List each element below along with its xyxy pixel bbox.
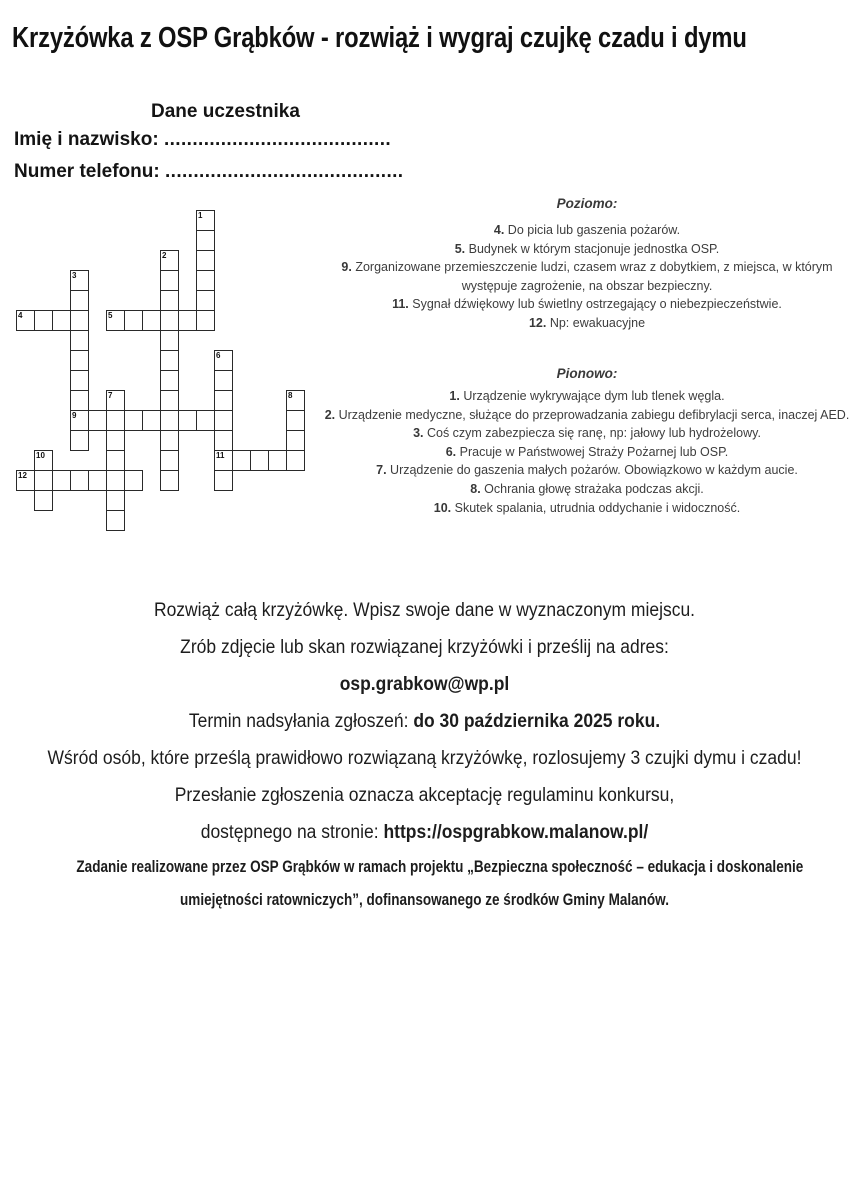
crossword-cell bbox=[88, 470, 107, 491]
crossword-cell bbox=[106, 390, 125, 411]
footer-line: Zadanie realizowane przez OSP Grąbków w ramach projektu „Bezpieczna społeczność – edukacja i doskonalenie bbox=[76, 858, 804, 876]
crossword-clue-number: 12 bbox=[18, 471, 27, 480]
crossword-cell bbox=[34, 310, 53, 331]
crossword-cell bbox=[160, 330, 179, 351]
crossword-cell bbox=[106, 510, 125, 531]
crossword-cell bbox=[178, 410, 197, 431]
crossword-clue-number: 10 bbox=[36, 451, 45, 460]
crossword-cell bbox=[70, 270, 89, 291]
crossword-cell bbox=[106, 490, 125, 511]
crossword-clue-number: 1 bbox=[198, 211, 203, 220]
clue-item: 7. Urządzenie do gaszenia małych pożarów. Obowiązkowo w każdym aucie. bbox=[376, 463, 798, 478]
crossword-clue-number: 4 bbox=[18, 311, 23, 320]
crossword-cell bbox=[196, 290, 215, 311]
crossword-cell bbox=[178, 310, 197, 331]
down-heading: Pionowo: bbox=[556, 366, 618, 381]
crossword-cell bbox=[232, 450, 251, 471]
crossword-cell bbox=[196, 270, 215, 291]
crossword-cell bbox=[250, 450, 269, 471]
clue-item: 11. Sygnał dźwiękowy lub świetlny ostrzegający o niebezpieczeństwie. bbox=[392, 297, 782, 312]
crossword-cell bbox=[142, 410, 161, 431]
footer-line: Przesłanie zgłoszenia oznacza akceptację regulaminu konkursu, bbox=[174, 785, 675, 806]
crossword-cell bbox=[286, 430, 305, 451]
footer-line: umiejętności ratowniczych”, dofinansowanego ze środków Gminy Malanów. bbox=[180, 891, 669, 909]
crossword-cell bbox=[196, 230, 215, 251]
crossword-cell bbox=[214, 370, 233, 391]
crossword-cell bbox=[106, 450, 125, 471]
crossword-cell bbox=[160, 290, 179, 311]
crossword-clue-number: 8 bbox=[288, 391, 293, 400]
clue-item: 1. Urządzenie wykrywające dym lub tlenek węgla. bbox=[449, 389, 725, 403]
footer-line: osp.grabkow@wp.pl bbox=[339, 674, 510, 695]
phone-label: Numer telefonu: bbox=[14, 161, 160, 182]
across-clues bbox=[320, 221, 849, 333]
contest-instructions bbox=[0, 592, 849, 917]
clue-item: 4. Do picia lub gaszenia pożarów. bbox=[493, 223, 681, 237]
crossword-cell bbox=[70, 390, 89, 411]
crossword-clue-number: 7 bbox=[108, 391, 113, 400]
crossword-cell bbox=[34, 490, 53, 511]
clue-item: 5. Budynek w którym stacjonuje jednostka OSP. bbox=[454, 241, 720, 256]
crossword-cell bbox=[70, 410, 89, 431]
crossword-cell bbox=[196, 410, 215, 431]
crossword-cell bbox=[160, 470, 179, 491]
crossword-cell bbox=[160, 410, 179, 431]
crossword-cell bbox=[286, 450, 305, 471]
crossword-cell bbox=[70, 310, 89, 331]
name-dotted-line: ........................................ bbox=[163, 129, 392, 150]
crossword-cell bbox=[124, 410, 143, 431]
crossword-cell bbox=[160, 430, 179, 451]
footer-line: Rozwiąż całą krzyżówkę. Wpisz swoje dane w wyznaczonym miejscu. bbox=[153, 600, 696, 621]
crossword-cell bbox=[16, 470, 35, 491]
crossword-cell bbox=[286, 410, 305, 431]
footer-line: Termin nadsyłania zgłoszeń: do 30 października 2025 roku. bbox=[188, 711, 661, 732]
footer-line: dostępnego na stronie: https://ospgrabkow.malanow.pl/ bbox=[200, 822, 649, 843]
crossword-cell bbox=[142, 310, 161, 331]
crossword-cell bbox=[70, 470, 89, 491]
crossword-cell bbox=[70, 370, 89, 391]
crossword-cell bbox=[70, 330, 89, 351]
name-label: Imię i nazwisko: bbox=[14, 129, 159, 150]
crossword-cell bbox=[160, 350, 179, 371]
clue-item: 3. Coś czym zabezpiecza się ranę, np: jałowy lub hydrożelowy. bbox=[413, 426, 761, 441]
crossword-cell bbox=[160, 390, 179, 411]
crossword-cell bbox=[160, 310, 179, 331]
crossword-cell bbox=[124, 470, 143, 491]
crossword-cell bbox=[124, 310, 143, 331]
crossword-cell bbox=[160, 250, 179, 271]
crossword-cell bbox=[106, 430, 125, 451]
crossword-cell bbox=[214, 350, 233, 371]
down-clues bbox=[320, 387, 849, 517]
clue-item: 10. Skutek spalania, utrudnia oddychanie i widoczność. bbox=[433, 500, 741, 515]
participant-heading: Dane uczestnika bbox=[151, 101, 300, 122]
phone-dotted-line: .......................................... bbox=[164, 161, 404, 182]
across-heading: Poziomo: bbox=[556, 196, 618, 211]
crossword-clue-number: 2 bbox=[162, 251, 167, 260]
crossword-clue-number: 6 bbox=[216, 351, 221, 360]
crossword-clue-number: 3 bbox=[72, 271, 77, 280]
crossword-cell bbox=[70, 290, 89, 311]
crossword-cell bbox=[16, 310, 35, 331]
crossword-cell bbox=[106, 410, 125, 431]
crossword-cell bbox=[52, 470, 71, 491]
crossword-clue-number: 5 bbox=[108, 311, 113, 320]
crossword-cell bbox=[214, 410, 233, 431]
crossword-cell bbox=[106, 470, 125, 491]
clue-item: 12. Np: ewakuacyjne bbox=[528, 315, 646, 330]
crossword-cell bbox=[106, 310, 125, 331]
name-row bbox=[14, 129, 391, 151]
page-title: Krzyżówka z OSP Grąbków - rozwiąż i wygraj czujkę czadu i dymu bbox=[12, 22, 747, 54]
crossword-cell bbox=[214, 450, 233, 471]
crossword-cell bbox=[196, 310, 215, 331]
clue-item: 8. Ochrania głowę strażaka podczas akcji. bbox=[470, 481, 704, 496]
crossword-cell bbox=[160, 270, 179, 291]
clue-item: 2. Urządzenie medyczne, służące do przeprowadzania zabiegu defibrylacji serca, inaczej AED. bbox=[324, 407, 849, 422]
crossword-cell bbox=[214, 390, 233, 411]
crossword-cell bbox=[196, 250, 215, 271]
crossword-cell bbox=[214, 470, 233, 491]
crossword-cell bbox=[196, 210, 215, 231]
crossword-clue-number: 11 bbox=[216, 451, 225, 460]
clue-item: 6. Pracuje w Państwowej Straży Pożarnej lub OSP. bbox=[445, 444, 729, 459]
crossword-cell bbox=[34, 450, 53, 471]
crossword-cell bbox=[88, 410, 107, 431]
crossword-cell bbox=[160, 370, 179, 391]
phone-row bbox=[14, 161, 403, 183]
crossword-cell bbox=[160, 450, 179, 471]
crossword-cell bbox=[52, 310, 71, 331]
crossword-cell bbox=[268, 450, 287, 471]
footer-line: Wśród osób, które prześlą prawidłowo rozwiązaną krzyżówkę, rozlosujemy 3 czujki dymu i czadu! bbox=[47, 748, 802, 769]
footer-line: Zrób zdjęcie lub skan rozwiązanej krzyżówki i prześlij na adres: bbox=[180, 637, 669, 658]
crossword-cell bbox=[214, 430, 233, 451]
crossword-cell bbox=[70, 430, 89, 451]
crossword-cell bbox=[286, 390, 305, 411]
crossword-clue-number: 9 bbox=[72, 411, 77, 420]
clue-item: 9. Zorganizowane przemieszczenie ludzi, czasem wraz z dobytkiem, z miejsca, w którym występuje zagrożenie, na obszar bezpieczny. bbox=[341, 260, 833, 293]
crossword-cell bbox=[70, 350, 89, 371]
crossword-cell bbox=[34, 470, 53, 491]
